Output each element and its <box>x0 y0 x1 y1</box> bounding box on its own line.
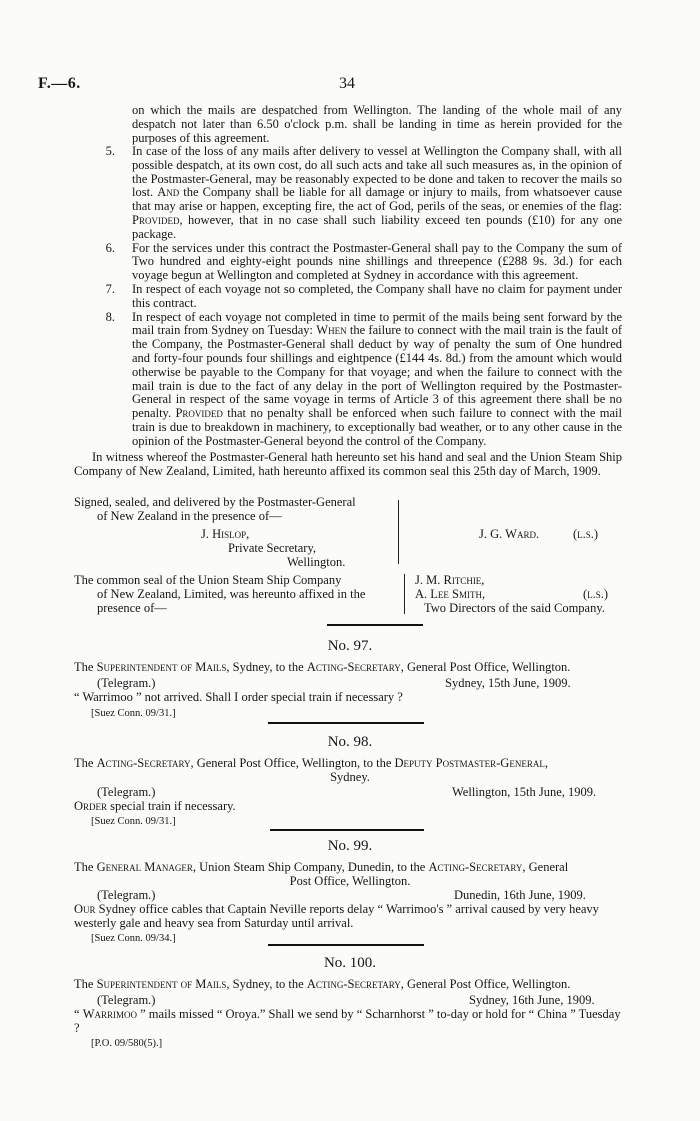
telegram-type: (Telegram.) <box>97 993 156 1007</box>
telegram-place-date: Wellington, 15th June, 1909. <box>452 785 597 799</box>
telegram-place-date: Sydney, 16th June, 1909. <box>469 993 595 1007</box>
clause-number: 5. <box>105 144 115 158</box>
clauses-list <box>103 145 622 449</box>
seal-line-2: of New Zealand, Limited, was hereunto affixed in the <box>97 587 366 601</box>
clause-keyword: Provided <box>175 406 223 421</box>
telegram-file-reference: [Suez Conn. 09/31.] <box>91 816 176 827</box>
telegram-type: (Telegram.) <box>97 888 156 902</box>
clause-text: the Company shall be liable for all damage or injury to mails, from whatsoever cause that may arise or happen, excepting fire, the act of God, perils of the seas, or enemies of the flag: <box>132 185 623 214</box>
telegram-heading: The Acting-Secretary, General Post Office, Wellington, to the Deputy Postmaster-General, <box>74 756 548 770</box>
witness-name: J. Hislop, <box>201 527 250 541</box>
witness-paragraph: In witness whereof the Postmaster-General hath hereunto set his hand and seal and the Union Steam Ship Company of New Zealand, Limited, hath hereunto affixed its common seal this 25th day of March, 1909. <box>74 450 622 478</box>
clause-keyword: Provided, <box>132 212 183 227</box>
section-rule <box>268 944 424 946</box>
section-rule <box>327 624 423 626</box>
telegram-place-date: Dunedin, 16th June, 1909. <box>454 888 586 902</box>
witness-title: Private Secretary, <box>228 541 317 555</box>
telegram-message: “ Warrimoo ” not arrived. Shall I order special train if necessary ? <box>74 690 403 704</box>
clause-text: For the services under this contract the Postmaster-General shall pay to the Company the sum of Two hundred and eighty-eight pounds nine shillings and threepence (£288 9s. 3d.) for each voyage begun at Wellington and completed at Sydney in accordance with this agreement. <box>132 240 622 283</box>
telegram-file-reference: [P.O. 09/580(5).] <box>91 1038 163 1049</box>
section-rule <box>268 722 424 724</box>
page-number: 34 <box>339 75 355 92</box>
clause-text: that no penalty shall be enforced when such failure to connect with the mail train is due to breakdown in machinery, to exceptionally bad weather, or to any other cause in the opinion of the Postmaster-General beyond the control of the Company. <box>132 406 622 448</box>
telegram-type: (Telegram.) <box>97 785 156 799</box>
telegram-message: Our Sydney office cables that Captain Neville reports delay “ Warrimoo's ” arrival caused by very heavy westerly gale and heavy sea from Saturday until arrival. <box>74 902 599 930</box>
telegram-message: Order special train if necessary. <box>74 799 236 813</box>
director-1: J. M. Ritchie, <box>415 573 485 587</box>
clause-5 <box>103 145 622 242</box>
telegram-place-date: Sydney, 15th June, 1909. <box>445 676 571 690</box>
clause-text: In respect of each voyage not completed in time to permit of the mails being sent forward by the mail train from Sydney on Tuesday: <box>132 309 622 338</box>
telegram-heading-line-2: Sydney. <box>330 770 370 784</box>
telegram-number: No. 100. <box>323 955 377 971</box>
clause-text: however, that in no case shall such liability exceed ten pounds (£10) for any one package. <box>132 212 622 241</box>
section-rule <box>270 829 424 831</box>
telegram-number: No. 99. <box>327 838 373 854</box>
telegram-message: “ Warrimoo ” mails missed “ Oroya.” Shall we send by “ Scharnhorst ” to-day or hold for “ China ” Tuesday ? <box>74 1007 621 1035</box>
clause-text: In case of the loss of any mails after delivery to vessel at Wellington the Company shall, with all possible despatch, at its own cost, do all such acts and take all such measures as, in the opinion of the Postmaster-General, may be reasonably expected to be done and taken to recover the mails so lost. <box>132 144 622 200</box>
document-reference: F.—6. <box>38 75 81 92</box>
telegram-heading-line-2: Post Office, Wellington. <box>289 874 411 888</box>
clause-8 <box>103 311 622 449</box>
clause-number: 7. <box>105 281 115 296</box>
witness-place: Wellington. <box>287 555 346 569</box>
telegram-heading: The Superintendent of Mails, Sydney, to the Acting-Secretary, General Post Office, Wellington. <box>74 977 571 991</box>
signed-line-1: Signed, sealed, and delivered by the Postmaster-General <box>74 495 356 509</box>
telegram-number: No. 97. <box>327 638 373 654</box>
clause-6 <box>103 242 622 283</box>
directors-note: Two Directors of the said Company. <box>424 601 605 615</box>
director-2: A. Lee Smith, <box>415 587 486 601</box>
clause-number: 6. <box>105 240 115 255</box>
signed-line-2: of New Zealand in the presence of— <box>97 509 282 523</box>
telegram-heading: The General Manager, Union Steam Ship Company, Dunedin, to the Acting-Secretary, General <box>74 860 569 874</box>
telegram-number: No. 98. <box>327 734 373 750</box>
signer-name: J. G. Ward. <box>479 527 540 541</box>
seal-mark: (l.s.) <box>573 527 599 541</box>
telegram-file-reference: [Suez Conn. 09/34.] <box>91 933 176 944</box>
continued-paragraph: on which the mails are despatched from Wellington. The landing of the whole mail of any despatch not later than 6.50 o'clock p.m. shall be landing in time as herein provided for the purposes of this agreement. <box>132 103 622 145</box>
signature-brace <box>398 500 399 564</box>
telegram-type: (Telegram.) <box>97 676 156 690</box>
telegram-heading: The Superintendent of Mails, Sydney, to the Acting-Secretary, General Post Office, Wellington. <box>74 660 571 674</box>
clause-number: 8. <box>105 309 115 324</box>
seal-line-1: The common seal of the Union Steam Ship Company <box>74 573 342 587</box>
telegram-file-reference: [Suez Conn. 09/31.] <box>91 708 176 719</box>
seal-mark: (l.s.) <box>583 587 609 601</box>
clause-7 <box>103 283 622 311</box>
clause-keyword: When <box>316 323 347 338</box>
seal-line-3: presence of— <box>97 601 167 615</box>
seal-brace <box>404 574 405 614</box>
clause-text: the failure to connect with the mail train is the fault of the Company, the Postmaster-General shall deduct by way of penalty the sum of One hundred and forty-four pounds four shillings and eightpence (£144 4s. 8d.) from the amount which would otherwise be payable to the Company for that voyage; and when the failure to connect with the mail train is due to the fact of any delay in the port of Wellington required by the Postmaster-General in respect of the same voyage in terms of Article 3 of this agreement there shall be no penalty. <box>132 323 622 421</box>
clause-keyword: And <box>157 185 180 200</box>
clause-text: In respect of each voyage not so completed, the Company shall have no claim for payment under this contract. <box>132 281 622 310</box>
